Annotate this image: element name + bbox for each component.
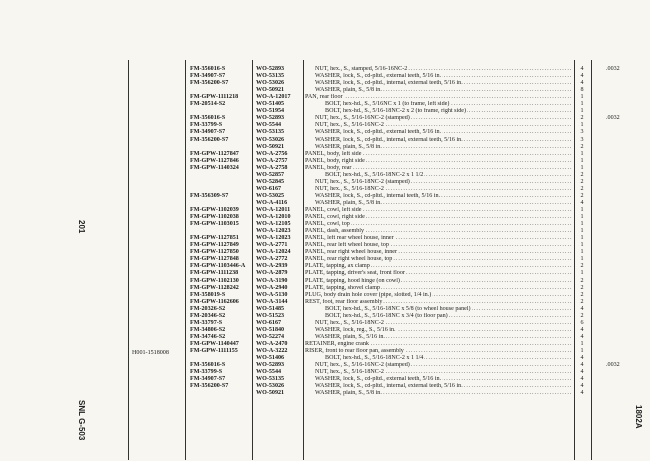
- quantity: 1: [580, 228, 584, 235]
- quantity: 2: [580, 192, 584, 199]
- quantity: 4: [580, 376, 584, 383]
- part-number: FM-33799-S: [190, 369, 223, 376]
- wo-number: WO-51485: [256, 305, 285, 312]
- description-text: PLATE, tapping, shovel clamp: [305, 284, 380, 291]
- part-number: FM-33799-S: [190, 122, 223, 129]
- part-number: FM-356200-S7: [190, 383, 229, 390]
- description-text: PANEL, cowl, left side: [305, 207, 362, 213]
- part-number: FM-GPW-1127849: [190, 242, 239, 249]
- description-text: WASHER, lock, S., cd-pltd., internal, external teeth, 5/16 in.: [315, 383, 463, 390]
- description: [315, 137, 572, 144]
- quantity: 4: [580, 305, 584, 312]
- description: [305, 151, 572, 158]
- table-row: [0, 313, 650, 320]
- description-text: PLATE, tapping, hood hinge (on cowl): [305, 277, 400, 284]
- table-row: [0, 369, 650, 376]
- quantity: 2: [580, 291, 584, 298]
- quantity: 4: [580, 390, 584, 397]
- part-number: FM-GPW-1102130: [190, 277, 239, 284]
- wo-number: WO-A-12024: [256, 249, 291, 256]
- quantity: 4: [580, 326, 584, 333]
- quantity: 2: [580, 171, 584, 178]
- group-number: H001-1518008: [132, 350, 169, 356]
- part-number: FM-GPW-1111218: [190, 94, 239, 101]
- description: [315, 129, 572, 136]
- wo-number: WO-A-2756: [256, 150, 288, 157]
- part-number: FM-34907-S7: [190, 376, 226, 383]
- description-text: BOLT, hex-hd., S., 5/16-18NC x 5/8 (to wheel house panel): [325, 305, 471, 312]
- quantity: 2: [580, 263, 584, 270]
- table-row: [0, 200, 650, 207]
- description-text: NUT, hex., S., 5/16-16NC-2 (stamped): [315, 362, 410, 369]
- wo-number: WO-A-12017: [256, 94, 291, 101]
- description-text: WASHER, plain, S., 5/8 in.: [315, 87, 382, 94]
- part-number: FM-20346-S2: [190, 312, 226, 319]
- description: [315, 334, 572, 341]
- description: [315, 383, 572, 390]
- part-number: FM-34746-S2: [190, 333, 226, 340]
- description-text: REST, foot, rear floor assembly: [305, 298, 383, 305]
- description: [325, 172, 572, 179]
- wo-number: WO-53026: [256, 80, 285, 87]
- description-text: PANEL, cowl, right side: [305, 214, 365, 221]
- description-text: WASHER, lock, S., cd-pltd., external teeth, 5/16 in.: [315, 73, 442, 80]
- description-text: NUT, hex., S., 5/16-18NC-2: [315, 319, 384, 326]
- table-row: [0, 299, 650, 306]
- quantity: 3: [580, 136, 584, 143]
- table-row: [0, 94, 650, 101]
- table-row: [0, 66, 650, 73]
- wo-number: WO-50921: [256, 143, 285, 150]
- price: .0032: [606, 362, 620, 369]
- description: [315, 144, 572, 151]
- table-row: [0, 158, 650, 165]
- description-text: BOLT, hex-hd., S., 5/16-18NC x 3/4 (to floor pan): [325, 312, 448, 319]
- quantity: 1: [580, 207, 584, 213]
- description-text: PAN, rear floor: [305, 94, 343, 101]
- quantity: 1: [580, 249, 584, 256]
- description: [305, 341, 572, 348]
- description: [315, 390, 572, 397]
- description: [315, 186, 572, 193]
- quantity: 8: [580, 87, 584, 94]
- description-text: NUT, hex., S., 5/16-18NC-2: [315, 185, 384, 192]
- description-text: PLATE, tapping, ax clamp: [305, 263, 370, 270]
- quantity: 1: [580, 242, 584, 249]
- wo-number: WO-52845: [256, 178, 285, 185]
- description: [305, 292, 572, 299]
- table-row: [0, 270, 650, 277]
- wo-number: WO-A-12010: [256, 214, 291, 221]
- description: [315, 87, 572, 94]
- part-number: FM-GPW-1127850: [190, 249, 239, 256]
- wo-number: WO-52893: [256, 115, 285, 122]
- part-number: FM-33797-S: [190, 319, 223, 326]
- description: [305, 249, 572, 256]
- table-row: [0, 186, 650, 193]
- table-row: [0, 390, 650, 397]
- part-number: FM-GPW-1127848: [190, 256, 239, 263]
- description: [305, 165, 572, 172]
- wo-number: WO-53135: [256, 376, 285, 383]
- wo-number: WO-A-2757: [256, 157, 288, 164]
- description-text: PANEL, body, right side: [305, 157, 365, 164]
- description: [315, 327, 572, 334]
- part-number: FM-20326-S2: [190, 305, 226, 312]
- description-text: PANEL, rear left wheel house, top: [305, 242, 389, 249]
- description-text: NUT, hex., S., 5/16-16NC-2: [315, 122, 384, 129]
- quantity: 1: [580, 108, 584, 115]
- table-row: [0, 80, 650, 87]
- part-number: FM-356016-S: [190, 115, 226, 122]
- quantity: 4: [580, 199, 584, 206]
- description: [305, 256, 572, 263]
- description: [315, 200, 572, 207]
- description-text: PANEL, body, rear: [305, 164, 352, 171]
- part-number: FM-GPW-1128242: [190, 284, 239, 291]
- quantity: 2: [580, 277, 584, 284]
- description-text: NUT, hex., S., 5/16-18NC-2: [315, 369, 384, 376]
- table-row: [0, 263, 650, 270]
- quantity: 1: [580, 164, 584, 171]
- quantity: 2: [580, 284, 584, 291]
- wo-number: WO-51954: [256, 108, 285, 115]
- description-text: WASHER, lock, S., cd-pltd., internal, external teeth, 5/16 in.: [315, 80, 463, 87]
- description: [325, 101, 572, 108]
- description: [305, 299, 572, 306]
- table-row: [0, 320, 650, 327]
- quantity: 4: [580, 369, 584, 376]
- wo-number: WO-52893: [256, 66, 285, 72]
- quantity: 2: [580, 298, 584, 305]
- description-text: PANEL, left rear wheel house, inner: [305, 235, 394, 242]
- wo-number: WO-A-3190: [256, 277, 288, 284]
- description: [315, 73, 572, 80]
- snl-label: SNL G-503: [77, 400, 86, 441]
- description: [325, 355, 572, 362]
- description: [305, 94, 572, 101]
- part-number: FM-GPW-1103015: [190, 221, 239, 228]
- quantity: 2: [580, 115, 584, 122]
- table-row: [0, 242, 650, 249]
- part-number: FM-34806-S2: [190, 326, 226, 333]
- quantity: 4: [580, 362, 584, 369]
- part-number: FM-356200-S7: [190, 136, 229, 143]
- wo-number: WO-53026: [256, 383, 285, 390]
- table-row: [0, 327, 650, 334]
- wo-number: WO-52857: [256, 171, 285, 178]
- description: [325, 306, 572, 313]
- section-label: 1802A: [634, 405, 643, 429]
- description-text: PANEL, rear right wheel house, top: [305, 256, 393, 263]
- part-number: FM-356016-S: [190, 362, 226, 369]
- page-number: 201: [77, 220, 86, 234]
- table-row: [0, 221, 650, 228]
- description-text: WASHER, lock, S., cd-pltd., external teeth, 5/16 in.: [315, 376, 442, 383]
- wo-number: WO-A-12023: [256, 235, 291, 242]
- quantity: 1: [580, 214, 584, 221]
- wo-number: WO-A-2940: [256, 284, 288, 291]
- part-number: FM-GPW-1127846: [190, 157, 239, 164]
- description: [315, 369, 572, 376]
- description: [305, 158, 572, 165]
- wo-number: WO-A-2771: [256, 242, 288, 249]
- description-text: WASHER, lock, reg., S., 5/16 in.: [315, 326, 396, 333]
- table-row: [0, 87, 650, 94]
- description-text: WASHER, plain, S., 5/16 in.: [315, 333, 385, 340]
- description: [305, 278, 572, 285]
- description: [305, 285, 572, 292]
- quantity: 1: [580, 340, 584, 347]
- description-text: PANEL, cowl, top: [305, 221, 350, 228]
- part-number: FM-20514-S2: [190, 101, 226, 108]
- description-text: PANEL, rear right wheel house, inner: [305, 249, 398, 256]
- part-number: FM-GPW-1102039: [190, 207, 239, 213]
- wo-number: WO-53135: [256, 129, 285, 136]
- wo-number: WO-A-2772: [256, 256, 288, 263]
- description-text: WASHER, lock, S., cd-pltd., internal teeth, 5/16 in.: [315, 192, 441, 199]
- part-number: FM-GPW-1127851: [190, 235, 239, 242]
- description: [315, 376, 572, 383]
- description: [305, 228, 572, 235]
- description: [315, 179, 572, 186]
- table-row: [0, 101, 650, 108]
- table-row: [0, 122, 650, 129]
- wo-number: WO-5544: [256, 122, 282, 129]
- part-number: FM-34907-S7: [190, 129, 226, 136]
- quantity: 4: [580, 80, 584, 87]
- quantity: 4: [580, 355, 584, 362]
- quantity: 4: [580, 73, 584, 80]
- quantity: 2: [580, 143, 584, 150]
- table-row: [0, 108, 650, 115]
- description: [305, 207, 572, 214]
- wo-number: WO-A-12023: [256, 228, 291, 235]
- wo-number: WO-6167: [256, 185, 282, 192]
- quantity: 2: [580, 178, 584, 185]
- table-row: [0, 235, 650, 242]
- description: [305, 221, 572, 228]
- description-text: PANEL, body, left side: [305, 150, 362, 157]
- table-row: [0, 115, 650, 122]
- wo-number: WO-A-12011: [256, 207, 291, 213]
- description: [305, 235, 572, 242]
- table-row: [0, 383, 650, 390]
- table-row: [0, 151, 650, 158]
- wo-number: WO-5544: [256, 369, 282, 376]
- wo-number: WO-51405: [256, 101, 285, 108]
- table-row: [0, 165, 650, 172]
- wo-number: WO-6167: [256, 319, 282, 326]
- wo-number: WO-A-5130: [256, 291, 288, 298]
- description-text: BOLT, hex-hd., S., 5/16NC x 1 (to frame, left side): [325, 101, 450, 108]
- wo-number: WO-A-4116: [256, 199, 288, 206]
- wo-number: WO-53135: [256, 73, 285, 80]
- quantity: 1: [580, 348, 584, 354]
- wo-number: WO-51523: [256, 312, 285, 319]
- description-text: PANEL, dash, assembly: [305, 228, 365, 235]
- wo-number: WO-50921: [256, 87, 285, 94]
- table-row: [0, 292, 650, 299]
- description: [315, 80, 572, 87]
- table-row: [0, 214, 650, 221]
- table-row: [0, 249, 650, 256]
- description: [305, 348, 572, 355]
- wo-number: WO-A-2879: [256, 270, 288, 277]
- description-text: BOLT, hex-hd., S., 5/16-18NC-2 x 1 1/4: [325, 355, 424, 362]
- wo-number: WO-52274: [256, 333, 285, 340]
- table-row: [0, 207, 650, 214]
- table-row: [0, 256, 650, 263]
- table-row: [0, 334, 650, 341]
- table-row: [0, 144, 650, 151]
- description: [325, 108, 572, 115]
- table-row: [0, 129, 650, 136]
- description: [305, 270, 572, 277]
- description-text: RETAINER, engine crank: [305, 340, 369, 347]
- quantity: 1: [580, 122, 584, 129]
- table-row: [0, 193, 650, 200]
- wo-number: WO-A-12105: [256, 221, 291, 228]
- table-row: [0, 73, 650, 80]
- wo-number: WO-51406: [256, 355, 285, 362]
- quantity: 3: [580, 129, 584, 136]
- part-number: FM-GPW-1111238: [190, 270, 239, 277]
- wo-number: WO-53025: [256, 192, 285, 199]
- part-number: FM-356309-S7: [190, 192, 229, 199]
- part-number: FM-358019-S: [190, 291, 226, 298]
- wo-number: WO-51840: [256, 326, 285, 333]
- description: [305, 263, 572, 270]
- description: [315, 362, 572, 369]
- description: [305, 242, 572, 249]
- wo-number: WO-A-2758: [256, 164, 288, 171]
- table-row: [0, 341, 650, 348]
- part-number: FM-GPW-1162606: [190, 298, 239, 305]
- description-text: WASHER, plain, S., 5/8 in.: [315, 199, 382, 206]
- price: .0032: [606, 66, 620, 72]
- description-text: NUT, hex., S., 5/16-18NC-2 (stamped): [315, 178, 410, 185]
- description-text: NUT, hex., S., stamped, 5/16-16NC-2: [315, 66, 408, 72]
- wo-number: WO-53026: [256, 136, 285, 143]
- quantity: 2: [580, 185, 584, 192]
- part-number: FM-GPW-1127847: [190, 150, 239, 157]
- quantity: 1: [580, 235, 584, 242]
- quantity: 1: [580, 101, 584, 108]
- table-row: [0, 179, 650, 186]
- description: [325, 313, 572, 320]
- quantity: 1: [580, 94, 584, 101]
- description-text: WASHER, plain, S., 5/8 in.: [315, 143, 382, 150]
- wo-number: WO-A-3144: [256, 298, 288, 305]
- part-number: FM-GPW-1111155: [190, 348, 238, 354]
- description: [315, 66, 572, 73]
- part-number: FM-356200-S7: [190, 80, 229, 87]
- table-row: [0, 362, 650, 369]
- table-row: [0, 355, 650, 362]
- quantity: 4: [580, 383, 584, 390]
- table-row: [0, 278, 650, 285]
- table-row: [0, 137, 650, 144]
- quantity: 1: [580, 150, 584, 157]
- description-text: PLATE, tapping, driver's seat, front floor: [305, 270, 405, 277]
- description-text: BOLT, hex-hd., S., 5/16-18NC-2 x 2 (to frame, right side): [325, 108, 466, 115]
- price: .0032: [606, 115, 620, 122]
- description-text: WASHER, plain, S., 5/8 in.: [315, 390, 382, 397]
- wo-number: WO-A-3222: [256, 348, 288, 354]
- part-number: FM-34907-S7: [190, 73, 226, 80]
- table-row: [0, 228, 650, 235]
- wo-number: WO-A-2470: [256, 340, 288, 347]
- description-text: BOLT, hex-hd., S., 5/16-18NC-2 x 1 1/2: [325, 171, 424, 178]
- quantity: 6: [580, 319, 584, 326]
- description: [315, 115, 572, 122]
- part-number: FM-GPW-1102038: [190, 214, 239, 221]
- quantity: 1: [580, 270, 584, 277]
- quantity: 1: [580, 221, 584, 228]
- table-row: [0, 348, 650, 355]
- description-text: WASHER, lock, S., cd-pltd., internal, external teeth, 5/16 in.: [315, 136, 463, 143]
- description-text: NUT, hex., S., 5/16-16NC-2 (stamped): [315, 115, 410, 122]
- description: [315, 122, 572, 129]
- quantity: 4: [580, 333, 584, 340]
- wo-number: WO-A-2939: [256, 263, 288, 270]
- quantity: 1: [580, 256, 584, 263]
- table-row: [0, 376, 650, 383]
- description-text: RISER, front to rear floor pan, assembly: [305, 348, 404, 354]
- quantity: 1: [580, 157, 584, 164]
- part-number: FM-GPW-1103446-A: [190, 263, 246, 270]
- wo-number: WO-52893: [256, 362, 285, 369]
- description: [315, 320, 572, 327]
- description-text: WASHER, lock, S., cd-pltd., external teeth, 5/16 in.: [315, 129, 442, 136]
- wo-number: WO-50921: [256, 390, 285, 397]
- description: [305, 214, 572, 221]
- part-number: FM-GPW-1140447: [190, 340, 239, 347]
- quantity: 2: [580, 312, 584, 319]
- table-row: [0, 306, 650, 313]
- part-number: FM-356016-S: [190, 66, 226, 72]
- table-row: [0, 172, 650, 179]
- quantity: 4: [580, 66, 584, 72]
- part-number: FM-GPW-1140324: [190, 164, 239, 171]
- description: [315, 193, 572, 200]
- table-row: [0, 285, 650, 292]
- description-text: PLUG, body drain hole cover (pipe, slotted, 1/4 in.): [305, 291, 432, 298]
